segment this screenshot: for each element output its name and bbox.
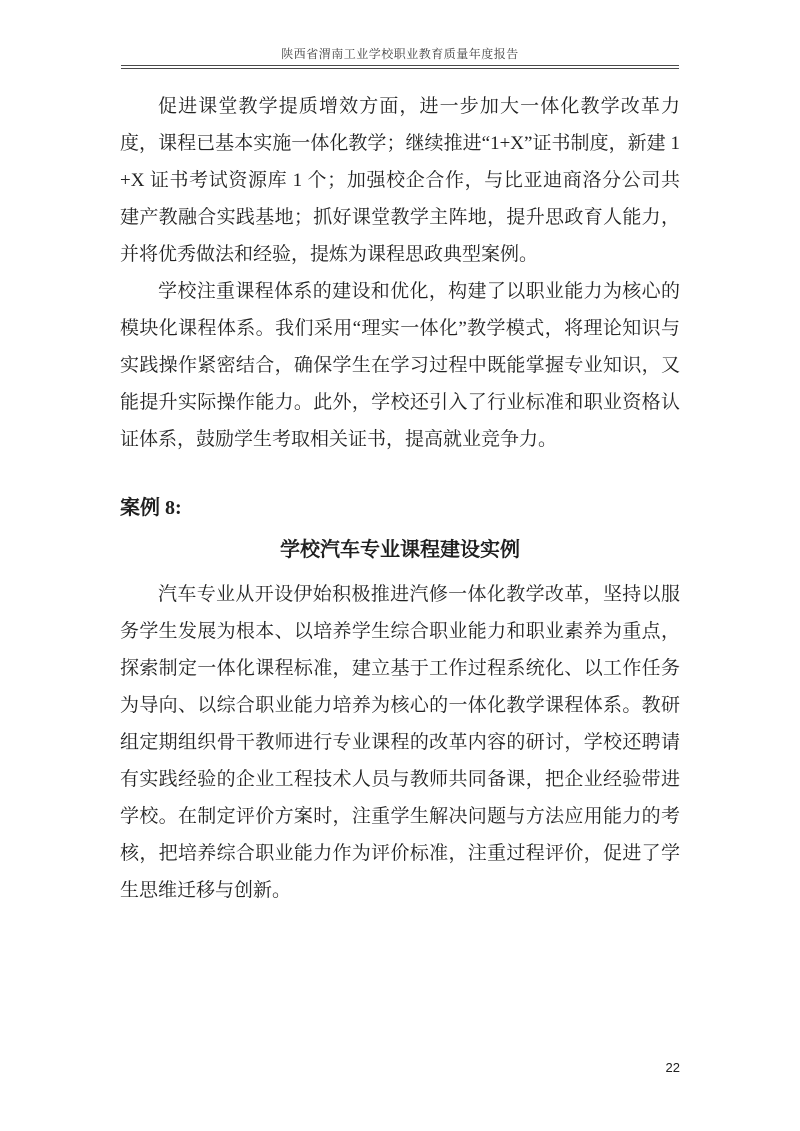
case-8-label: 案例 8: [120, 497, 182, 519]
page-header-title: 陕西省渭南工业学校职业教育质量年度报告 [281, 47, 519, 61]
document-body [120, 88, 680, 909]
paragraph-classroom-teaching: 促进课堂教学提质增效方面，进一步加大一体化教学改革力度，课程已基本实施一体化教学；继续推进“1+X”证书制度，新建 1+X 证书考试资源库 1 个；加强校企合作，与比亚迪商洛分公司共建产教融合实践基地；抓好课堂教学主阵地，提升思政育人能力，并将优秀做法和经验，提炼为课程思政典型案例。 [120, 96, 680, 265]
paragraph-auto-major-case: 汽车专业从开设伊始积极推进汽修一体化教学改革，坚持以服务学生发展为根本、以培养学生综合职业能力和职业素养为重点，探索制定一体化课程标准，建立基于工作过程系统化、以工作任务为导向、以综合职业能力培养为核心的一体化教学课程体系。教研组定期组织骨干教师进行专业课程的改革内容的研讨，学校还聘请有实践经验的企业工程技术人员与教师共同备课，把企业经验带进学校。在制定评价方案时，注重学生解决问题与方法应用能力的考核，把培养综合职业能力作为评价标准，注重过程评价，促进了学生思维迁移与创新。 [120, 584, 680, 901]
header-divider-double-line [121, 65, 679, 69]
case-8-title: 学校汽车专业课程建设实例 [280, 539, 520, 561]
page-footer [120, 1060, 680, 1075]
paragraph-curriculum-system: 学校注重课程体系的建设和优化，构建了以职业能力为核心的模块化课程体系。我们采用“理实一体化”教学模式，将理论知识与实践操作紧密结合，确保学生在学习过程中既能掌握专业知识，又能提升实际操作能力。此外，学校还引入了行业标准和职业资格认证体系，鼓励学生考取相关证书，提高就业竞争力。 [120, 281, 680, 450]
page-number: 22 [665, 1060, 680, 1075]
